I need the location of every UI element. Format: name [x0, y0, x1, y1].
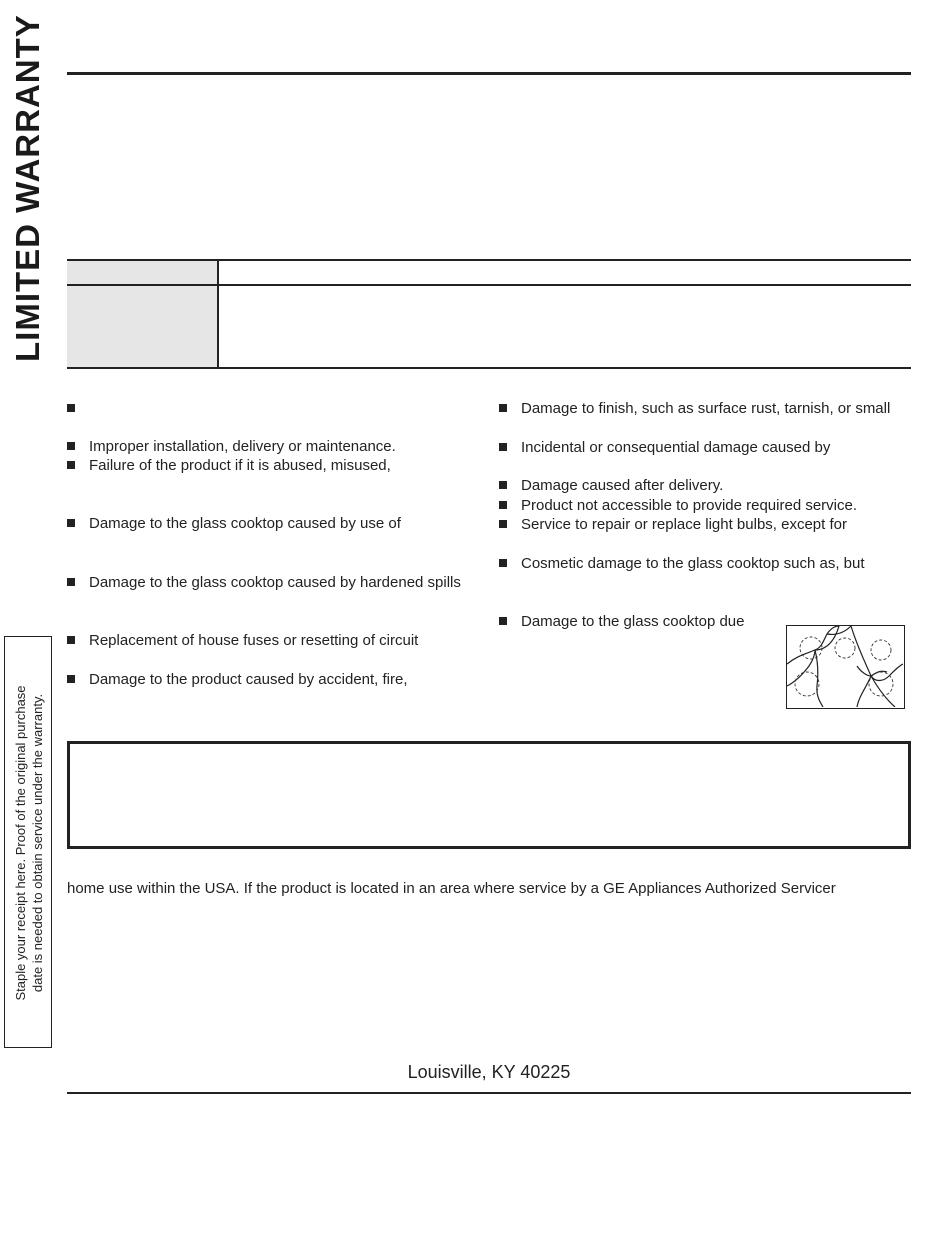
bullet-icon: [67, 442, 75, 450]
bullet-icon: [499, 617, 507, 625]
list-item: Damage to finish, such as surface rust, tarnish, or small: [499, 400, 890, 418]
bottom-rule: [67, 1092, 911, 1094]
list-item: Improper installation, delivery or maintenance.: [67, 438, 396, 456]
cracked-cooktop-illustration: [786, 625, 905, 709]
bullet-icon: [67, 404, 75, 412]
cracked-glass-icon: [787, 626, 903, 707]
table-mid-rule: [67, 284, 911, 286]
bullet-icon: [499, 559, 507, 567]
coverage-text: home use within the USA. If the product is located in an area where service by a GE Appliances Authorized Servicer: [67, 880, 836, 897]
bullet-icon: [67, 519, 75, 527]
bullet-icon: [67, 461, 75, 469]
bullet-icon: [67, 675, 75, 683]
list-item: Damage to the glass cooktop due: [499, 613, 744, 631]
list-item: Damage caused after delivery.: [499, 477, 723, 495]
table-top-rule: [67, 259, 911, 261]
list-item: Incidental or consequential damage caused by: [499, 439, 830, 457]
bullet-icon: [499, 520, 507, 528]
list-item: Damage to the product caused by accident, fire,: [67, 671, 408, 689]
list-item: Replacement of house fuses or resetting of circuit: [67, 632, 418, 650]
table-bottom-rule: [67, 367, 911, 369]
staple-note-line2: date is needed to obtain service under the warranty.: [30, 693, 45, 993]
bullet-icon: [499, 443, 507, 451]
list-item: Failure of the product if it is abused, misused,: [67, 457, 391, 475]
list-item: Cosmetic damage to the glass cooktop such as, but: [499, 555, 865, 573]
table-header-label-cell: [67, 261, 218, 284]
side-title: LIMITED WARRANTY: [9, 14, 46, 362]
list-item: Product not accessible to provide required service.: [499, 497, 857, 515]
bullet-icon: [67, 636, 75, 644]
bullet-icon: [67, 578, 75, 586]
top-rule: [67, 72, 911, 75]
mailing-address: Louisville, KY 40225: [407, 1062, 571, 1082]
list-item: Damage to the glass cooktop caused by use of: [67, 515, 401, 533]
bullet-icon: [499, 404, 507, 412]
staple-note: [5, 637, 53, 1049]
staple-receipt-box: [4, 636, 52, 1048]
bullet-icon: [499, 481, 507, 489]
bullet-icon: [499, 501, 507, 509]
table-column-divider: [217, 259, 219, 369]
table-body-label-cell: [67, 286, 218, 367]
list-item: Service to repair or replace light bulbs, except for: [499, 516, 847, 534]
list-item: Damage to the glass cooktop caused by hardened spills: [67, 574, 461, 592]
list-item: [67, 400, 89, 418]
staple-note-line1: Staple your receipt here. Proof of the original purchase: [13, 685, 28, 1001]
notice-box: [67, 741, 911, 849]
